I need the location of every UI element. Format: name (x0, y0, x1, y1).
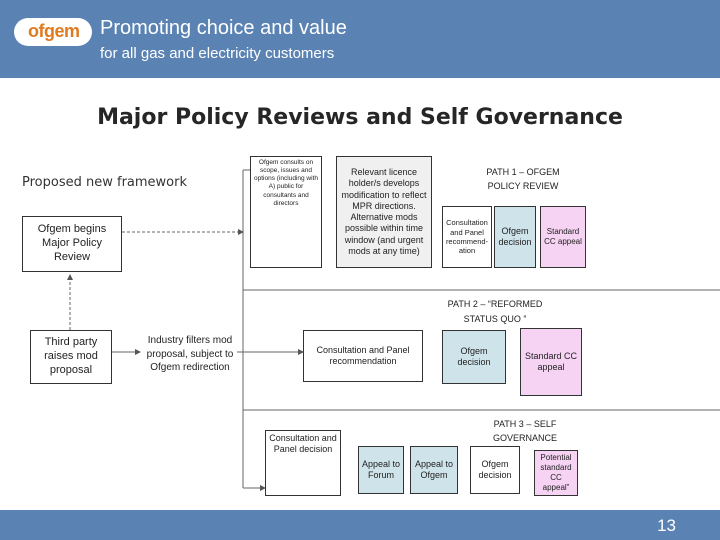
path1-standard-cc-box: Standard CC appeal (540, 206, 586, 268)
path3-ofgem-decision-box: Ofgem decision (470, 446, 520, 494)
path1-label-line1: PATH 1 – OFGEM (486, 167, 560, 177)
path2-label-line2: STATUS QUO ” (463, 314, 527, 324)
subtitle: Proposed new framework (22, 175, 187, 190)
path3-potential-cc-box: Potential standard CC appeal” (534, 450, 578, 496)
industry-filters-text: Industry filters mod proposal, subject to Ofgem redirection (146, 335, 234, 373)
path1-ofgem-decision-box: Ofgem decision (494, 206, 536, 268)
third-party-proposal-box: Third party raises mod proposal (30, 330, 112, 384)
path1-consultation-box: Consultation and Panel recommend-ation (442, 206, 492, 268)
footer-bar (0, 510, 720, 540)
page-title: Major Policy Reviews and Self Governance (97, 105, 623, 130)
path3-consultation-box: Consultation and Panel decision (265, 430, 341, 496)
path1-label-line2: POLICY REVIEW (487, 181, 559, 191)
ofgem-consults-box: Ofgem consults on scope, issues and options (including with A) public for consultants and directors (250, 156, 322, 268)
path2-ofgem-decision-box: Ofgem decision (442, 330, 506, 384)
path2-label-line1: PATH 2 – “REFORMED (447, 299, 543, 309)
page-number: 13 (657, 516, 676, 535)
path3-appeal-forum-box: Appeal to Forum (358, 446, 404, 494)
logo-text: ofgem (28, 21, 80, 41)
path2-standard-cc-box: Standard CC appeal (520, 328, 582, 396)
path2-consultation-box: Consultation and Panel recommendation (303, 330, 423, 382)
tagline-line2: for all gas and electricity customers (100, 45, 335, 62)
tagline-line1: Promoting choice and value (100, 17, 347, 39)
relevant-licence-box: Relevant licence holder/s develops modification to reflect MPR directions. Alternative mods possible within time window (and urgent mods at any time) (336, 156, 432, 268)
path3-appeal-ofgem-box: Appeal to Ofgem (410, 446, 458, 494)
path3-label-line2: GOVERNANCE (492, 433, 557, 443)
path3-label-line1: PATH 3 – SELF (493, 419, 557, 429)
ofgem-begins-review-box: Ofgem begins Major Policy Review (22, 216, 122, 272)
